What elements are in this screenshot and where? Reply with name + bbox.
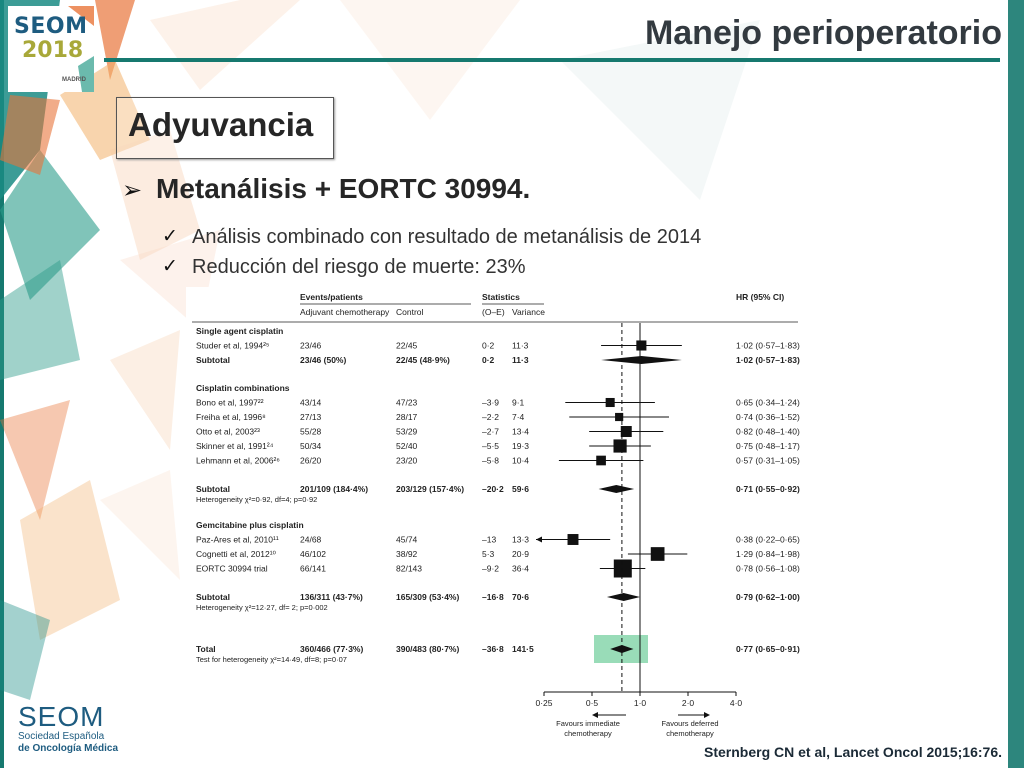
- subtotal-diamond: [607, 593, 640, 601]
- oe-value: –13: [482, 534, 497, 545]
- study-square: [621, 426, 632, 437]
- oe-value: –2·7: [482, 426, 500, 437]
- hr-value: 0·57 (0·31–1·05): [736, 455, 800, 466]
- variance-value: 11·3: [512, 340, 529, 351]
- study-label: Otto et al, 2003²³: [196, 426, 260, 437]
- favours-left-arrow-icon: [592, 712, 598, 718]
- control-value: 82/143: [396, 563, 422, 574]
- group-label: Single agent cisplatin: [196, 326, 284, 336]
- study-square: [596, 456, 606, 466]
- group-label: Cisplatin combinations: [196, 383, 290, 393]
- variance-value: 9·1: [512, 397, 525, 408]
- study-square: [636, 340, 646, 350]
- adjuvant-value: 23/46 (50%): [300, 355, 347, 365]
- variance-value: 141·5: [512, 644, 534, 654]
- section-subtitle: Adyuvancia: [128, 106, 314, 143]
- x-axis-tick-label: 0·25: [535, 698, 553, 708]
- header-hr: HR (95% CI): [736, 292, 785, 302]
- header-oe: (O–E): [482, 307, 505, 317]
- control-value: 45/74: [396, 534, 418, 545]
- control-value: 203/129 (157·4%): [396, 484, 465, 494]
- favours-left-line2: chemotherapy: [564, 729, 612, 738]
- subtotal-label: Subtotal: [196, 355, 230, 365]
- logo-city-text: MADRID: [62, 77, 86, 83]
- variance-value: 11·3: [512, 355, 529, 365]
- header-control: Control: [396, 307, 424, 317]
- hr-value: 0·78 (0·56–1·08): [736, 563, 800, 574]
- logo-seom-text: SEOM: [14, 14, 88, 39]
- adjuvant-value: 27/13: [300, 412, 322, 422]
- study-square: [614, 560, 632, 578]
- study-square: [651, 547, 665, 561]
- adjuvant-value: 24/68: [300, 534, 322, 545]
- control-value: 28/17: [396, 412, 418, 422]
- subtotal-diamond: [601, 356, 682, 364]
- adjuvant-value: 66/141: [300, 563, 326, 574]
- adjuvant-value: 26/20: [300, 455, 322, 466]
- variance-value: 13·3: [512, 534, 530, 545]
- oe-value: 0·2: [482, 355, 495, 365]
- total-heterogeneity-text: Test for heterogeneity χ²=14·49, df=8; p=0·07: [196, 655, 347, 664]
- adjuvant-value: 23/46: [300, 340, 322, 351]
- oe-value: –2·2: [482, 412, 500, 422]
- control-value: 38/92: [396, 549, 418, 559]
- header-variance: Variance: [512, 307, 545, 317]
- title-underline: [104, 58, 1000, 62]
- page-title: Manejo perioperatorio: [644, 14, 1002, 52]
- oe-value: –3·9: [482, 397, 500, 408]
- study-label: Paz-Ares et al, 2010¹¹: [196, 534, 279, 545]
- hr-value: 1·02 (0·57–1·83): [736, 340, 800, 351]
- subtotal-diamond: [599, 485, 635, 493]
- favours-right-arrow-icon: [704, 712, 710, 718]
- hr-value: 0·38 (0·22–0·65): [736, 534, 800, 545]
- x-axis-tick-label: 0·5: [585, 698, 599, 708]
- control-value: 22/45 (48·9%): [396, 355, 450, 365]
- adjuvant-value: 43/14: [300, 397, 322, 408]
- variance-value: 13·4: [512, 426, 530, 437]
- footer-logo-line2: de Oncología Médica: [18, 743, 119, 754]
- study-square: [613, 439, 626, 452]
- control-value: 390/483 (80·7%): [396, 644, 460, 654]
- study-square: [606, 398, 615, 407]
- hr-value: 0·71 (0·55–0·92): [736, 484, 800, 494]
- variance-value: 20·9: [512, 549, 530, 559]
- study-label: Lehmann et al, 2006²⁶: [196, 455, 280, 466]
- adjuvant-value: 360/466 (77·3%): [300, 644, 364, 654]
- oe-value: –36·8: [482, 644, 504, 654]
- total-label: Total: [196, 644, 216, 654]
- oe-value: –16·8: [482, 592, 504, 602]
- header-statistics: Statistics: [482, 292, 520, 302]
- group-label: Gemcitabine plus cisplatin: [196, 520, 304, 530]
- variance-value: 19·3: [512, 441, 530, 451]
- sub-bullet-2: Reducción del riesgo de muerte: 23%: [192, 256, 526, 278]
- header-events: Events/patients: [300, 292, 363, 302]
- study-label: Studer et al, 1994²⁵: [196, 340, 270, 351]
- forest-plot: [186, 287, 816, 748]
- control-value: 52/40: [396, 441, 418, 451]
- footer-logo-seom: SEOM: [18, 701, 105, 732]
- adjuvant-value: 50/34: [300, 441, 322, 451]
- forest-plot-figure: [186, 287, 816, 748]
- variance-value: 10·4: [512, 455, 530, 466]
- favours-left-line1: Favours immediate: [556, 719, 620, 728]
- favours-right-line1: Favours deferred: [661, 719, 719, 728]
- x-axis-tick-label: 1·0: [633, 698, 647, 708]
- heterogeneity-text: Heterogeneity χ²=0·92, df=4; p=0·92: [196, 495, 318, 504]
- oe-value: –5·5: [482, 441, 500, 451]
- variance-value: 7·4: [512, 412, 525, 422]
- oe-value: –20·2: [482, 484, 504, 494]
- citation: Sternberg CN et al, Lancet Oncol 2015;16:76.: [704, 744, 1002, 760]
- study-label: Bono et al, 1997²²: [196, 397, 264, 408]
- favours-right-line2: chemotherapy: [666, 729, 714, 738]
- sub-bullet-1: Análisis combinado con resultado de metanálisis de 2014: [192, 226, 702, 248]
- study-label: EORTC 30994 trial: [196, 563, 268, 574]
- checkmark-icon: ✓: [162, 226, 178, 247]
- x-axis-tick-label: 2·0: [681, 698, 695, 708]
- adjuvant-value: 55/28: [300, 426, 322, 437]
- hr-value: 0·82 (0·48–1·40): [736, 426, 800, 437]
- heterogeneity-text: Heterogeneity χ²=12·27, df= 2; p=0·002: [196, 603, 328, 612]
- control-value: 47/23: [396, 397, 418, 408]
- main-bullet: Metanálisis + EORTC 30994.: [156, 173, 531, 204]
- study-label: Freiha et al, 1996⁸: [196, 412, 266, 422]
- x-axis-tick-label: 4·0: [729, 698, 743, 708]
- variance-value: 70·6: [512, 592, 530, 602]
- hr-value: 0·77 (0·65–0·91): [736, 644, 800, 654]
- adjuvant-value: 201/109 (184·4%): [300, 484, 369, 494]
- hr-value: 0·79 (0·62–1·00): [736, 592, 800, 602]
- control-value: 22/45: [396, 340, 418, 351]
- hr-value: 1·02 (0·57–1·83): [736, 355, 800, 365]
- arrow-bullet-icon: ➢: [122, 177, 143, 204]
- control-value: 165/309 (53·4%): [396, 592, 460, 602]
- hr-value: 0·65 (0·34–1·24): [736, 397, 800, 408]
- study-square: [568, 534, 579, 545]
- subtotal-label: Subtotal: [196, 592, 230, 602]
- hr-value: 1·29 (0·84–1·98): [736, 549, 800, 559]
- control-value: 53/29: [396, 426, 418, 437]
- checkmark-icon: ✓: [162, 256, 178, 277]
- oe-value: 0·2: [482, 340, 495, 351]
- variance-value: 59·6: [512, 484, 530, 494]
- study-label: Skinner et al, 1991²⁴: [196, 441, 274, 451]
- footer-logo-line1: Sociedad Española: [18, 731, 105, 742]
- hr-value: 0·75 (0·48–1·17): [736, 441, 800, 451]
- variance-value: 36·4: [512, 563, 530, 574]
- adjuvant-value: 136/311 (43·7%): [300, 592, 363, 602]
- header-adjuvant: Adjuvant chemotherapy: [300, 307, 390, 317]
- subtotal-label: Subtotal: [196, 484, 230, 494]
- logo-year-text: 2018: [22, 38, 84, 63]
- oe-value: –5·8: [482, 455, 500, 466]
- study-label: Cognetti et al, 2012¹⁰: [196, 549, 276, 559]
- oe-value: 5·3: [482, 549, 495, 559]
- hr-value: 0·74 (0·36–1·52): [736, 412, 800, 422]
- control-value: 23/20: [396, 455, 418, 466]
- adjuvant-value: 46/102: [300, 549, 326, 559]
- ci-arrow-left: [536, 537, 542, 543]
- oe-value: –9·2: [482, 563, 500, 574]
